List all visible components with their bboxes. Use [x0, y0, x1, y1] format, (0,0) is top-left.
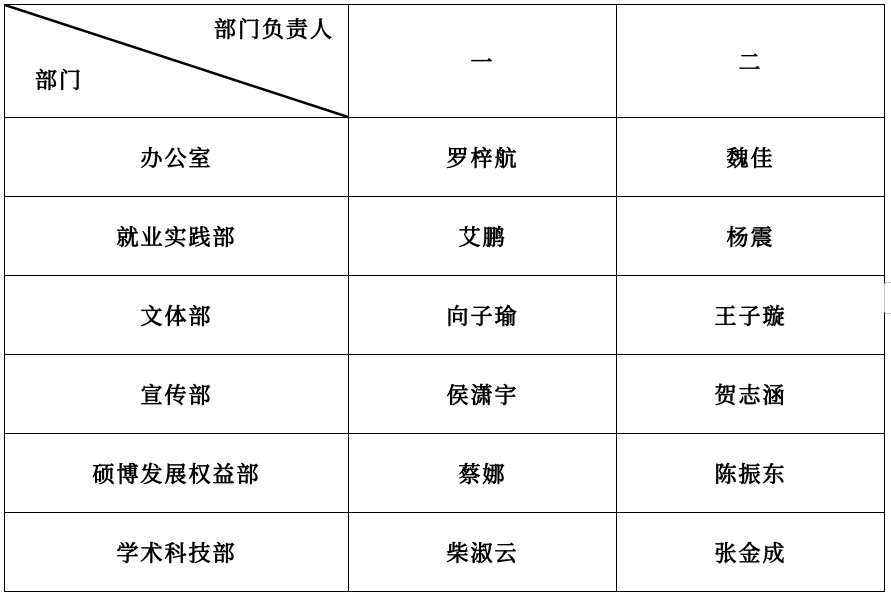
department-label: 学术科技部 [116, 540, 237, 566]
table-row [5, 513, 885, 592]
cell-department [5, 197, 349, 276]
cell-person-two [617, 434, 885, 513]
cell-person-two [617, 118, 885, 197]
cell-person-two [617, 276, 885, 355]
scroll-nub[interactable] [884, 282, 891, 314]
person-label: 罗梓航 [446, 145, 519, 171]
person-label: 柴淑云 [446, 540, 519, 566]
table-row [5, 118, 885, 197]
department-label: 文体部 [140, 303, 213, 329]
column-header-two [617, 5, 885, 118]
cell-person-one [349, 434, 617, 513]
cell-department [5, 355, 349, 434]
person-label: 张金成 [714, 540, 787, 566]
department-label: 宣传部 [140, 382, 213, 408]
cell-person-one [349, 197, 617, 276]
person-label: 艾鹏 [458, 224, 507, 250]
department-leaders-table [4, 4, 885, 592]
cell-department [5, 434, 349, 513]
column-header-one [349, 5, 617, 118]
table-row [5, 434, 885, 513]
cell-person-one [349, 276, 617, 355]
cell-person-one [349, 355, 617, 434]
cell-person-one [349, 118, 617, 197]
cell-department [5, 276, 349, 355]
person-label: 陈振东 [714, 461, 787, 487]
cell-person-two [617, 355, 885, 434]
person-label: 蔡娜 [458, 461, 507, 487]
column-header-two-label: 二 [738, 49, 763, 75]
department-label: 就业实践部 [116, 224, 237, 250]
column-header-one-label: 一 [470, 49, 495, 75]
cell-department [5, 118, 349, 197]
table-row [5, 355, 885, 434]
department-label: 硕博发展权益部 [92, 461, 261, 487]
cell-person-two [617, 513, 885, 592]
diagonal-header-cell [5, 5, 349, 118]
department-label: 办公室 [140, 145, 213, 171]
table-header-row [5, 5, 885, 118]
person-label: 杨震 [726, 224, 775, 250]
person-label: 侯潇宇 [446, 382, 519, 408]
person-label: 贺志涵 [714, 382, 787, 408]
corner-label-role: 部门负责人 [213, 17, 334, 42]
table-row [5, 197, 885, 276]
person-label: 王子璇 [714, 303, 787, 329]
cell-person-two [617, 197, 885, 276]
cell-department [5, 513, 349, 592]
person-label: 魏佳 [726, 145, 775, 171]
corner-label-department: 部门 [35, 68, 84, 93]
table-row [5, 276, 885, 355]
person-label: 向子瑜 [446, 303, 519, 329]
cell-person-one [349, 513, 617, 592]
document-page [0, 4, 891, 600]
